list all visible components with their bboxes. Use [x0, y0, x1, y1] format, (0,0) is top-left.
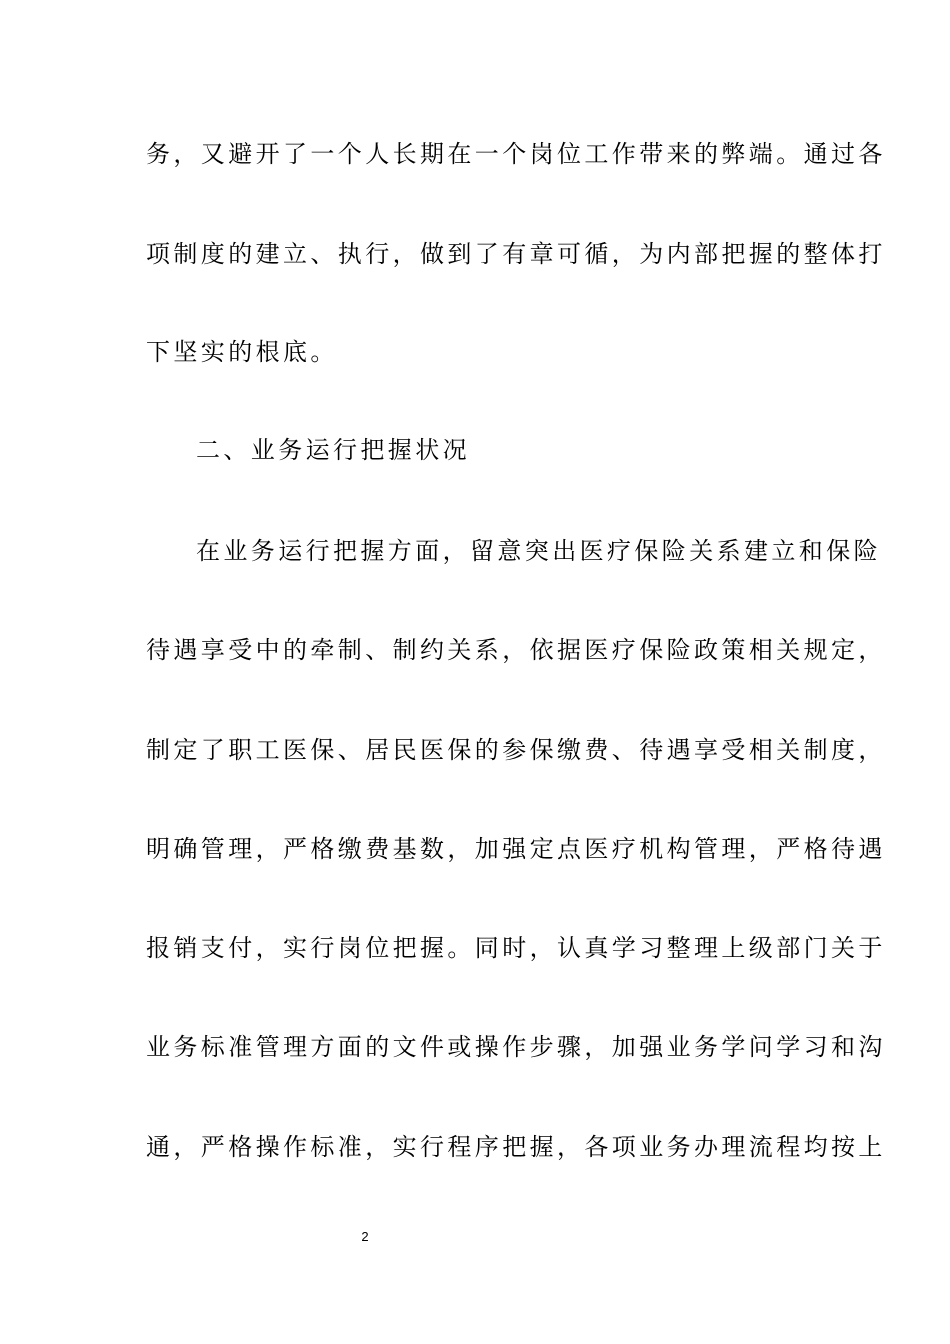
- paragraph-line: 下坚实的根底。: [146, 338, 338, 366]
- paragraph-line: 业务标准管理方面的文件或操作步骤，加强业务学问学习和沟: [146, 1033, 886, 1061]
- paragraph-line: 在业务运行把握方面，留意突出医疗保险关系建立和保险: [196, 537, 881, 565]
- paragraph-line: 制定了职工医保、居民医保的参保缴费、待遇享受相关制度，: [146, 736, 886, 764]
- paragraph-line: 项制度的建立、执行，做到了有章可循，为内部把握的整体打: [146, 240, 886, 268]
- paragraph-line: 通，严格操作标准，实行程序把握，各项业务办理流程均按上: [146, 1133, 886, 1161]
- paragraph-line: 报销支付，实行岗位把握。同时，认真学习整理上级部门关于: [146, 934, 886, 962]
- paragraph-line: 待遇享受中的牵制、制约关系，依据医疗保险政策相关规定，: [146, 636, 886, 664]
- section-heading: 二、业务运行把握状况: [196, 436, 470, 464]
- paragraph-line: 务，又避开了一个人长期在一个岗位工作带来的弊端。通过各: [146, 140, 886, 168]
- page-number: 2: [361, 1229, 369, 1244]
- paragraph-line: 明确管理，严格缴费基数，加强定点医疗机构管理，严格待遇: [146, 835, 886, 863]
